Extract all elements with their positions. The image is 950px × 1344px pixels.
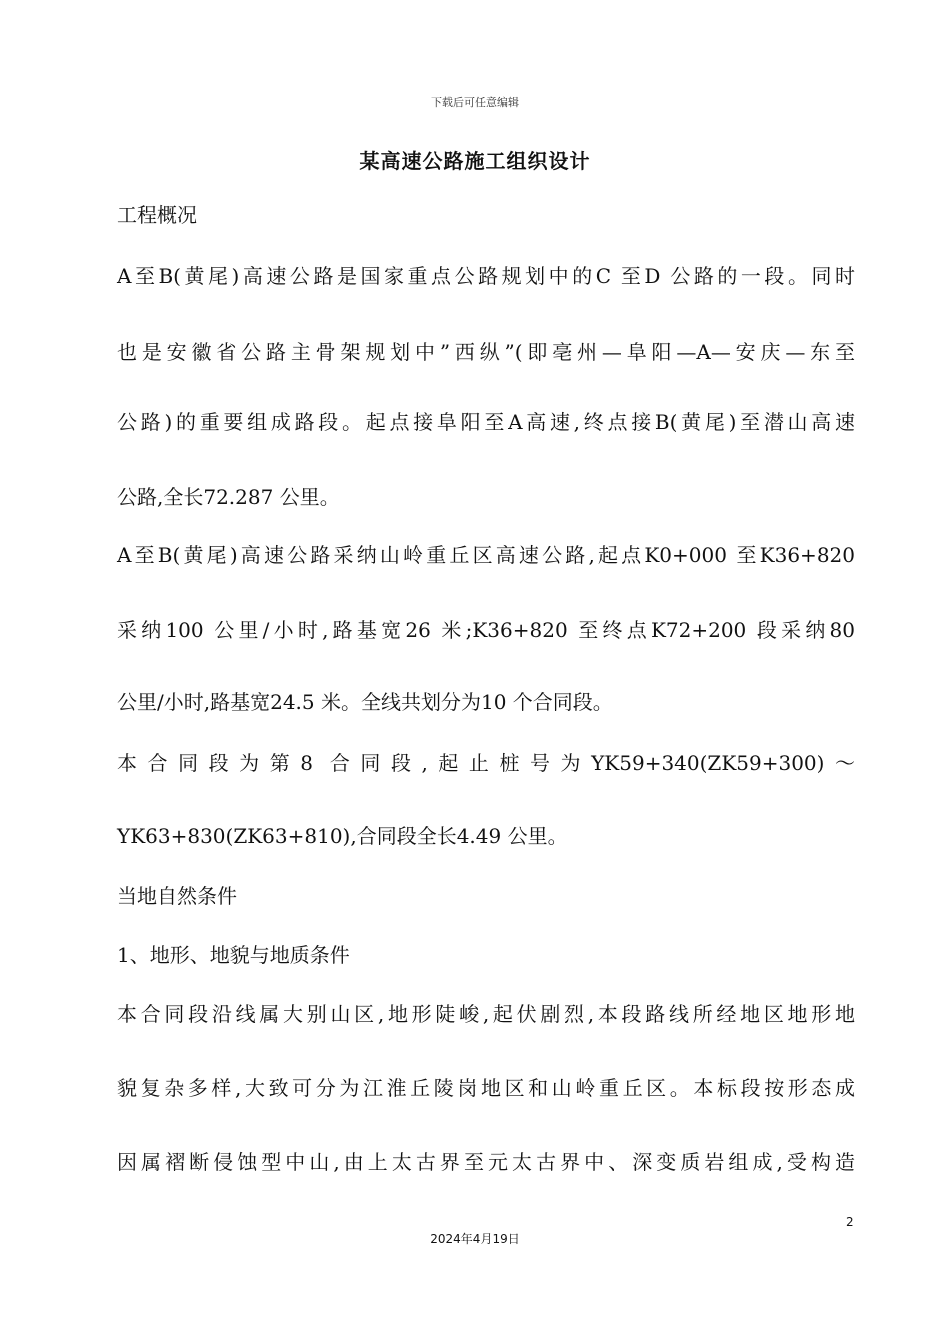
paragraph-line: 公路,全长72.287 公里。 [117, 485, 340, 509]
paragraph-line: 因属褶断侵蚀型中山,由上太古界至元太古界中、深变质岩组成,受构造 [117, 1150, 855, 1174]
section-heading-project-overview: 工程概况 [117, 203, 197, 227]
subsection-heading-terrain: 1、地形、地貌与地质条件 [117, 943, 350, 967]
section-heading-natural-conditions: 当地自然条件 [117, 884, 237, 908]
header-note: 下载后可任意编辑 [431, 96, 519, 109]
paragraph-line: 本合同段为第8 合同段,起止桩号为YK59+340(ZK59+300)～ [117, 751, 855, 775]
paragraph-line: 貌复杂多样,大致可分为江淮丘陵岗地区和山岭重丘区。本标段按形态成 [117, 1076, 855, 1100]
paragraph-line: 公路)的重要组成路段。起点接阜阳至A高速,终点接B(黄尾)至潜山高速 [117, 410, 855, 434]
paragraph-line: 本合同段沿线属大别山区,地形陡峻,起伏剧烈,本段路线所经地区地形地 [117, 1002, 855, 1026]
footer-date: 2024年4月19日 [430, 1232, 520, 1246]
document-title: 某高速公路施工组织设计 [359, 149, 591, 173]
paragraph-line: 公里/小时,路基宽24.5 米。全线共划分为10 个合同段。 [117, 690, 613, 714]
page-number: 2 [846, 1215, 854, 1229]
paragraph-line: A至B(黄尾)高速公路采纳山岭重丘区高速公路,起点K0+000 至K36+820 [117, 543, 855, 567]
paragraph-line: 也是安徽省公路主骨架规划中”西纵”(即亳州—阜阳—A—安庆—东至 [117, 340, 855, 364]
paragraph-line: YK63+830(ZK63+810),合同段全长4.49 公里。 [117, 824, 568, 848]
paragraph-line: 采纳100 公里/小时,路基宽26 米;K36+820 至终点K72+200 段采纳80 [117, 618, 855, 642]
paragraph-line: A至B(黄尾)高速公路是国家重点公路规划中的C 至D 公路的一段。同时 [117, 264, 855, 288]
